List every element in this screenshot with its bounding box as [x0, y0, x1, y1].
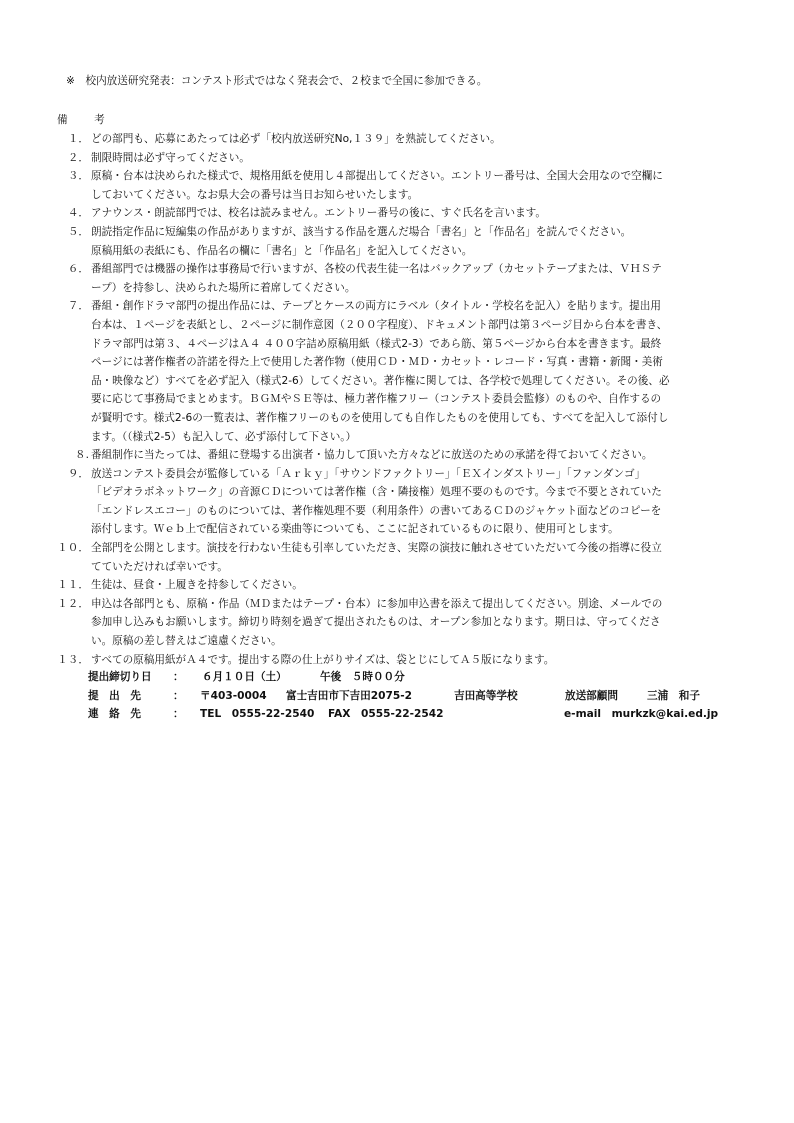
- deadline-time: 午後 ５時００分: [320, 671, 405, 683]
- item-number: ３．: [67, 170, 89, 183]
- item-text-line: 全部門を公開とします。演技を行わない生徒も引率していただき、実際の演技に触れさせていただいて今後の指導に役立: [91, 542, 662, 555]
- item-number: ６．: [67, 263, 89, 276]
- remarks-list: [57, 130, 757, 669]
- item-text-line: てていただければ幸いです。: [91, 560, 228, 573]
- item-text-line: い。原稿の差し替えはご遠慮ください。: [91, 635, 282, 648]
- item-text: [89, 297, 757, 446]
- item-text: [89, 576, 757, 595]
- destination-colon: ：: [173, 689, 184, 702]
- item-text-line: 番組部門では機器の操作は事務局で行いますが、各校の代表生徒一名はバックアップ（カセットテープまたは、ＶＨＳテ: [91, 263, 662, 276]
- list-item: [57, 297, 757, 446]
- item-text: [89, 595, 757, 651]
- deadline-date: ６月１０日（土）: [202, 671, 287, 683]
- item-number: ２．: [67, 151, 89, 164]
- item-number: １３．: [57, 653, 89, 666]
- item-number: ７．: [67, 300, 89, 313]
- item-text-line: しておいてください。なお県大会の番号は当日お知らせいたします。: [91, 188, 419, 201]
- item-text-line: アナウンス・朗読部門では、校名は読みません。エントリー番号の後に、すぐ氏名を言います。: [91, 207, 546, 220]
- list-item: [57, 651, 757, 670]
- item-text: [89, 130, 757, 149]
- list-item: [57, 446, 757, 465]
- item-text-line: 制限時間は必ず守ってください。: [91, 151, 250, 164]
- contact-tel: TEL 0555-22-2540: [200, 708, 315, 721]
- list-item: [57, 260, 757, 297]
- note-line: ※ 校内放送研究発表：コンテスト形式ではなく発表会で、２校まで全国に参加できる。: [66, 75, 488, 87]
- destination-label: 提 出 先: [88, 689, 141, 702]
- submission-info: [88, 668, 728, 724]
- item-text: [89, 465, 757, 539]
- item-text-line: 要に応じて事務局でまとめます。ＢＧＭやＳＥ等は、極力著作権フリー（コンテスト委員会監修）のものや、自作するの: [91, 393, 662, 406]
- item-text-line: どの部門も、応募にあたっては必ず「校内放送研究No,１３９」を熟読してください。: [91, 133, 501, 145]
- item-text-line: 台本は、１ページを表紙とし、２ページに制作意図（２００字程度）、ドキュメント部門は第３ページ目から台本を書き、: [91, 318, 668, 331]
- item-text: [89, 651, 757, 670]
- list-item: [57, 204, 757, 223]
- item-number: １０．: [57, 542, 89, 555]
- destination-postal: 〒403-0004: [200, 689, 267, 702]
- item-text-line: 放送コンテスト委員会が監修している「Ａｒｋｙ」「サウンドファクトリー」「ＥＸインダストリー」「ファンダンゴ」: [91, 467, 646, 480]
- item-text-line: 「エンドレスエコー」のものについては、著作権処理不要（利用条件）の書いてあるＣＤのジャケット面などのコピーを: [91, 504, 662, 517]
- item-text-line: 生徒は、昼食・上履きを持参してください。: [91, 579, 303, 592]
- item-text-line: 番組・創作ドラマ部門の提出作品には、テープとケースの両方にラベル（タイトル・学校名を記入）を貼ります。提出用: [91, 300, 661, 313]
- deadline-row: [88, 668, 728, 687]
- remarks-heading: 備 考: [57, 114, 113, 126]
- contact-colon: ：: [173, 708, 184, 721]
- list-item: [57, 149, 757, 168]
- item-number: ５．: [67, 225, 89, 238]
- item-text: [89, 446, 757, 465]
- contact-label: 連 絡 先: [88, 708, 141, 721]
- item-text-line: すべての原稿用紙がＡ４です。提出する際の仕上がりサイズは、袋とじにしてＡ５版になります。: [91, 653, 555, 666]
- list-item: [57, 595, 757, 651]
- item-text: [89, 204, 757, 223]
- list-item: [57, 223, 757, 260]
- list-item: [57, 167, 757, 204]
- item-text: [89, 167, 757, 204]
- item-text-line: ープ）を持参し、決められた場所に着席してください。: [91, 281, 356, 294]
- item-text-line: 添付します。Ｗｅｂ上で配信されている楽曲等についても、ここに記されているものに限り、使用可とします。: [91, 523, 619, 536]
- item-text: [89, 149, 757, 168]
- item-text: [89, 260, 757, 297]
- item-text-line: ページには著作権者の許諾を得た上で使用した著作物（使用ＣＤ・ＭＤ・カセット・レコード・写真・書籍・新聞・美術: [91, 356, 663, 369]
- destination-school: 吉田高等学校: [454, 689, 518, 702]
- item-text: [89, 539, 757, 576]
- destination-address: 富士吉田市下吉田2075-2: [286, 689, 413, 702]
- deadline-label: 提出締切り日: [88, 671, 152, 683]
- list-item: [57, 539, 757, 576]
- destination-name: 三浦 和子: [647, 689, 700, 702]
- destination-row: [88, 687, 728, 706]
- item-text-line: 原稿・台本は決められた様式で、規格用紙を使用し４部提出してください。エントリー番号は、全国大会用なので空欄に: [91, 170, 663, 183]
- item-text-line: ドラマ部門は第３、４ページはＡ４ ４００字詰め原稿用紙（様式2-3）であら筋、第５ページから台本を書きます。最終: [91, 337, 662, 350]
- item-number: １．: [67, 133, 89, 145]
- item-number: １２．: [57, 597, 89, 610]
- list-item: [57, 130, 757, 149]
- item-text-line: 参加申し込みもお願いします。締切り時刻を過ぎて提出されたものは、オープン参加となります。期日は、守ってくださ: [91, 616, 661, 629]
- item-text-line: ます。（（様式2-5）も記入して、必ず添付して下さい。）: [91, 430, 357, 443]
- item-text-line: 番組制作に当たっては、番組に登場する出演者・協力して頂いた方々などに放送のための承諾を得ておいてください。: [91, 449, 653, 462]
- item-text-line: 申込は各部門とも、原稿・作品（ＭＤまたはテープ・台本）に参加申込書を添えて提出してください。別途、メールでの: [91, 597, 663, 610]
- item-number: １１．: [57, 579, 89, 592]
- item-text-line: 品・映像など）すべてを必ず記入（様式2-6）してください。著作権に関しては、各学校で処理してください。その後、必: [91, 374, 670, 387]
- deadline-colon: ：: [173, 671, 184, 683]
- item-text: [89, 223, 757, 260]
- contact-email[interactable]: e-mail murkzk@kai.ed.jp: [564, 708, 719, 721]
- list-item: [57, 465, 757, 539]
- contact-row: [88, 705, 728, 724]
- item-number: ８.: [75, 449, 89, 462]
- list-item: [57, 576, 757, 595]
- item-number: ４．: [67, 207, 89, 220]
- destination-advisor: 放送部顧問: [565, 689, 618, 702]
- contact-fax: FAX 0555-22-2542: [328, 708, 444, 721]
- item-text-line: 朗読指定作品に短編集の作品がありますが、該当する作品を選んだ場合「書名」と「作品名」を読んでください。: [91, 225, 632, 238]
- item-text-line: 原稿用紙の表紙にも、作品名の欄に「書名」と「作品名」を記入してください。: [91, 244, 473, 257]
- item-text-line: 「ビデオラボネットワーク」の音源ＣＤについては著作権（含・隣接権）処理不要のものです。今まで不要とされていた: [91, 486, 662, 499]
- item-text-line: が賢明です。様式2-6の一覧表は、著作権フリーのものを使用しても自作したものを使用しても、すべてを記入して添付し: [91, 411, 669, 424]
- item-number: ９．: [67, 467, 89, 480]
